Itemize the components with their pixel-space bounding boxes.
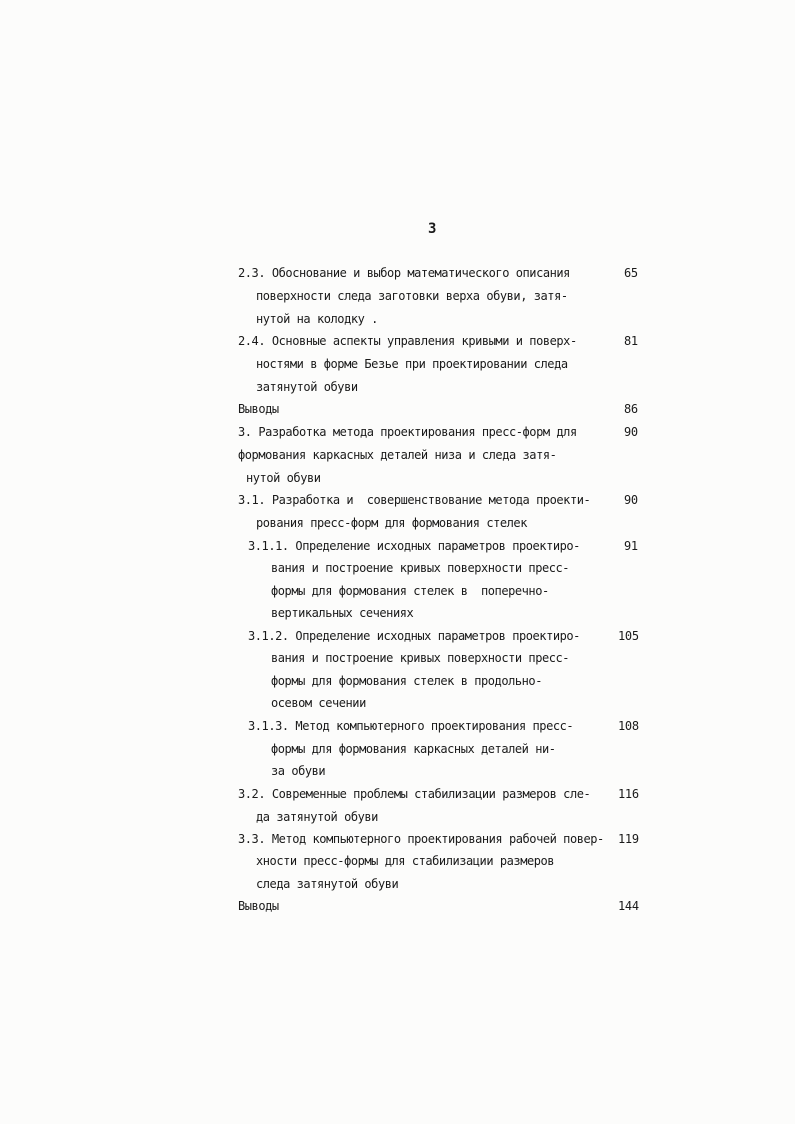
toc-entry-2-4-line-1: 2.4. Основные аспекты управления кривыми и поверх-: [238, 334, 577, 348]
toc-entry-conclusions-3: Выводы: [238, 899, 279, 913]
toc-entry-3-1-2-line-3: формы для формования стелек в продольно-: [271, 674, 542, 688]
toc-entry-conclusions-3-page: 144: [618, 899, 639, 913]
toc-entry-3-line-2: формования каркасных деталей низа и следа затя-: [238, 448, 557, 462]
toc-entry-3-1-page: 90: [624, 493, 638, 507]
toc-entry-3-page: 90: [624, 425, 638, 439]
toc-entry-3-line-1: 3. Разработка метода проектирования пресс-форм для: [238, 425, 577, 439]
toc-entry-3-2-page: 116: [618, 787, 639, 801]
toc-entry-2-3-page: 65: [624, 266, 638, 280]
toc-entry-3-1-line-2: рования пресс-форм для формования стелек: [256, 516, 527, 530]
toc-entry-3-1-1-line-3: формы для формования стелек в поперечно-: [271, 584, 549, 598]
toc-entry-2-3-line-3: нутой на колодку .: [256, 312, 378, 326]
toc-entry-conclusions-1: Выводы: [238, 402, 279, 416]
toc-entry-3-line-3: нутой обуви: [246, 471, 321, 485]
toc-entry-3-1-3-line-1: 3.1.3. Метод компьютерного проектирования пресс-: [248, 719, 574, 733]
toc-entry-2-3-line-2: поверхности следа заготовки верха обуви, затя-: [256, 289, 568, 303]
toc-entry-3-1-3-page: 108: [618, 719, 639, 733]
toc-entry-conclusions-1-page: 86: [624, 402, 638, 416]
toc-entry-3-2-line-2: да затянутой обуви: [256, 810, 378, 824]
toc-entry-3-1-2-line-4: осевом сечении: [271, 696, 366, 710]
toc-entry-3-1-line-1: 3.1. Разработка и совершенствование метода проекти-: [238, 493, 591, 507]
toc-entry-3-1-2-line-2: вания и построение кривых поверхности пресс-: [271, 651, 570, 665]
toc-entry-3-1-1-line-2: вания и построение кривых поверхности пресс-: [271, 561, 570, 575]
toc-entry-3-3-line-3: следа затянутой обуви: [256, 877, 399, 891]
toc-entry-2-3-line-1: 2.3. Обоснование и выбор математического описания: [238, 266, 570, 280]
toc-entry-3-1-1-line-1: 3.1.1. Определение исходных параметров проектиро-: [248, 539, 580, 553]
toc-entry-2-4-page: 81: [624, 334, 638, 348]
toc-entry-3-1-2-line-1: 3.1.2. Определение исходных параметров проектиро-: [248, 629, 580, 643]
toc-entry-3-1-1-page: 91: [624, 539, 638, 553]
toc-entry-3-1-2-page: 105: [618, 629, 639, 643]
toc-entry-3-3-line-2: хности пресс-формы для стабилизации размеров: [256, 854, 555, 868]
toc-entry-3-2-line-1: 3.2. Современные проблемы стабилизации размеров сле-: [238, 787, 591, 801]
toc-entry-3-1-3-line-3: за обуви: [271, 764, 326, 778]
toc-entry-3-3-page: 119: [618, 832, 639, 846]
toc-entry-2-4-line-2: ностями в форме Безье при проектировании следа: [256, 357, 568, 371]
toc-entry-3-3-line-1: 3.3. Метод компьютерного проектирования рабочей повер-: [238, 832, 604, 846]
toc-entry-3-1-3-line-2: формы для формования каркасных деталей ни-: [271, 742, 556, 756]
toc-entry-3-1-1-line-4: вертикальных сечениях: [271, 606, 414, 620]
toc-entry-2-4-line-3: затянутой обуви: [256, 380, 358, 394]
page-number: 3: [428, 221, 437, 237]
